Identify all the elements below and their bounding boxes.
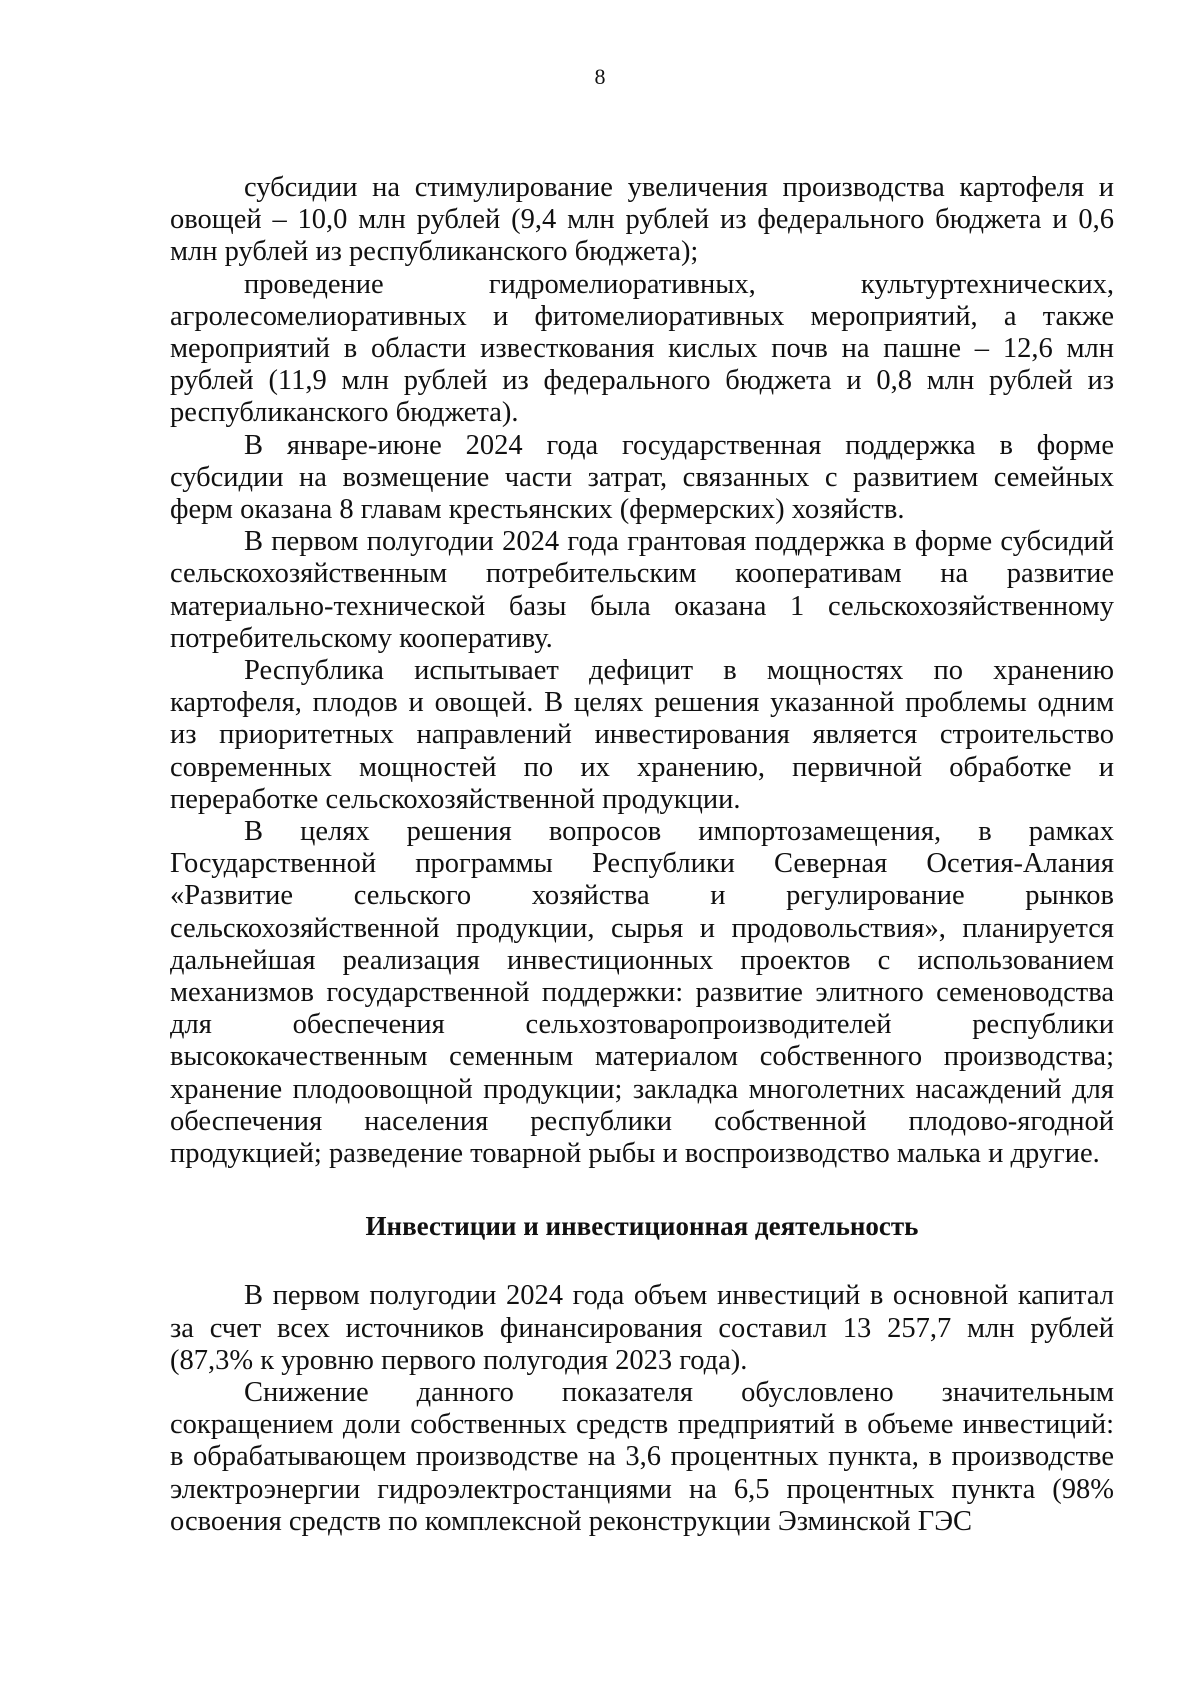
paragraph-family-farms: В январе-июне 2024 года государственная поддержка в форме субсидии на возмещение части затрат, связанных с развитием семейных ферм оказана 8 главам крестьянских (фермерских) хозяйств. — [170, 429, 1114, 526]
paragraph-cooperative-grant: В первом полугодии 2024 года грантовая поддержка в форме субсидий сельскохозяйственным потребительским кооперативам на развитие материально-технической базы была оказана 1 сельскохозяйственному потребительскому кооперативу. — [170, 526, 1114, 654]
paragraph-investment-decline: Снижение данного показателя обусловлено значительным сокращением доли собственных средств предприятий в объеме инвестиций: в обрабатывающем производстве на 3,6 процентных пункта, в производстве электроэнергии гидроэлектростанциями на 6,5 процентных пункта (98% освоения средств по комплексной реконструкции Эзминской ГЭС — [170, 1376, 1114, 1537]
paragraph-storage-deficit: Республика испытывает дефицит в мощностях по хранению картофеля, плодов и овощей. В целях решения указанной проблемы одним из приоритетных направлений инвестирования является строительство современных мощностей по их хранению, первичной обработке и переработке сельскохозяйственной продукции. — [170, 655, 1114, 815]
paragraph-investment-volume: В первом полугодии 2024 года объем инвестиций в основной капитал за счет всех источников финансирования составил 13 257,7 млн рублей (87,3% к уровню первого полугодия 2023 года). — [170, 1280, 1114, 1376]
page-number: 8 — [594, 64, 606, 89]
section-heading: Инвестиции и инвестиционная деятельность — [365, 1211, 919, 1242]
document-body — [170, 172, 1114, 1538]
paragraph-land-reclamation: проведение гидромелиоративных, культуртехнических, агролесомелиоративных и фитомелиоративных мероприятий, а также мероприятий в области известкования кислых почв на пашне – 12,6 млн рублей (11,9 млн рублей из федерального бюджета и 0,8 млн рублей из республиканского бюджета). — [170, 268, 1114, 429]
paragraph-import-substitution: В целях решения вопросов импортозамещения, в рамках Государственной программы Республики Северная Осетия-Алания «Развитие сельского хозяйства и регулирование рынков сельскохозяйственной продукции, сырья и продовольствия», планируется дальнейшая реализация инвестиционных проектов с использованием механизмов государственной поддержки: развитие элитного семеноводства для обеспечения сельхозтоваропроизводителей республики высококачественным семенным материалом собственного производства; хранение плодоовощной продукции; закладка многолетних насаждений для обеспечения населения республики собственной плодово-ягодной продукцией; разведение товарной рыбы и воспроизводство малька и другие. — [170, 816, 1114, 1170]
paragraph-potato-subsidy: субсидии на стимулирование увеличения производства картофеля и овощей – 10,0 млн рублей (9,4 млн рублей из федерального бюджета и 0,6 млн рублей из республиканского бюджета); — [170, 172, 1114, 268]
